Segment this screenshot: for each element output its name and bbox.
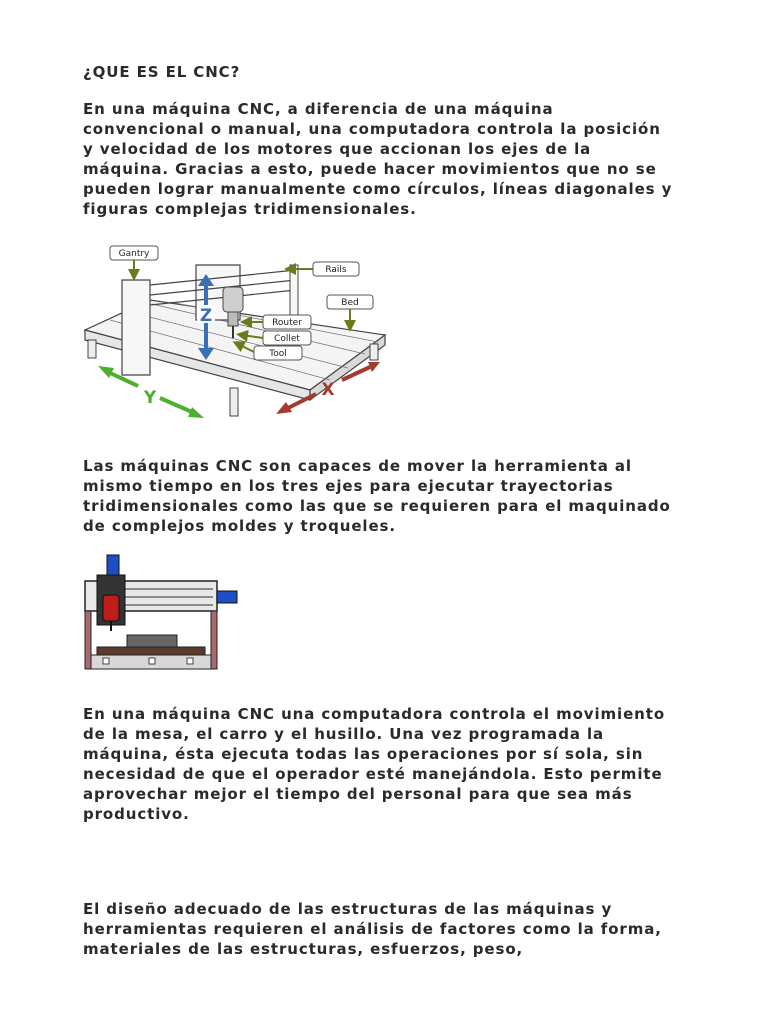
svg-text:Tool: Tool	[269, 349, 287, 359]
x-axis-label: X	[321, 380, 335, 400]
svg-text:Rails: Rails	[325, 265, 347, 275]
z-axis-label: Z	[199, 306, 213, 326]
svg-text:Bed: Bed	[341, 298, 359, 308]
text-line: herramientas requieren el análisis de factores como la forma,	[83, 920, 662, 938]
label-rails	[290, 262, 359, 276]
text-line: y velocidad de los motores que accionan los ejes de la	[83, 140, 592, 158]
text-line: necesidad de que el operador esté manejándola. Esto permite	[83, 765, 663, 783]
page-title: ¿QUE ES EL CNC?	[83, 63, 241, 81]
y-axis-arrow	[98, 366, 204, 418]
paragraph-intro	[83, 99, 723, 219]
text-line: El diseño adecuado de las estructuras de las máquinas y	[83, 900, 613, 918]
paragraph-computer-control	[83, 704, 723, 824]
paragraph-design	[83, 899, 723, 959]
text-line: materiales de las estructuras, esfuerzos, peso,	[83, 940, 524, 958]
svg-text:Router: Router	[272, 318, 302, 328]
text-line: de la mesa, el carro y el husillo. Una vez programada la	[83, 725, 605, 743]
paragraph-axes	[83, 456, 723, 536]
cnc-small-machine-illustration	[83, 553, 240, 673]
svg-text:Collet: Collet	[274, 334, 300, 344]
text-line: mismo tiempo en los tres ejes para ejecutar trayectorias	[83, 477, 614, 495]
label-bed	[327, 295, 373, 326]
y-axis-label: Y	[143, 388, 157, 408]
text-line: En una máquina CNC, a diferencia de una máquina	[83, 100, 554, 118]
text-line: aprovechar mejor el tiempo del personal para que sea más	[83, 785, 633, 803]
text-line: Las máquinas CNC son capaces de mover la herramienta al	[83, 457, 632, 475]
label-gantry	[110, 246, 158, 275]
text-line: máquina, ésta ejecuta todas las operaciones por sí sola, sin	[83, 745, 644, 763]
cnc-machine-diagram	[80, 240, 390, 425]
text-line: tridimensionales como las que se requieren para el maquinado	[83, 497, 671, 515]
text-line: máquina. Gracias a esto, puede hacer movimientos que no se	[83, 160, 657, 178]
text-line: convencional o manual, una computadora controla la posición	[83, 120, 661, 138]
text-line: pueden lograr manualmente como círculos, líneas diagonales y	[83, 180, 673, 198]
text-line: productivo.	[83, 805, 190, 823]
svg-text:Gantry: Gantry	[118, 249, 150, 259]
text-line: de complejos moldes y troqueles.	[83, 517, 396, 535]
text-line: figuras complejas tridimensionales.	[83, 200, 417, 218]
text-line: En una máquina CNC una computadora controla el movimiento	[83, 705, 666, 723]
